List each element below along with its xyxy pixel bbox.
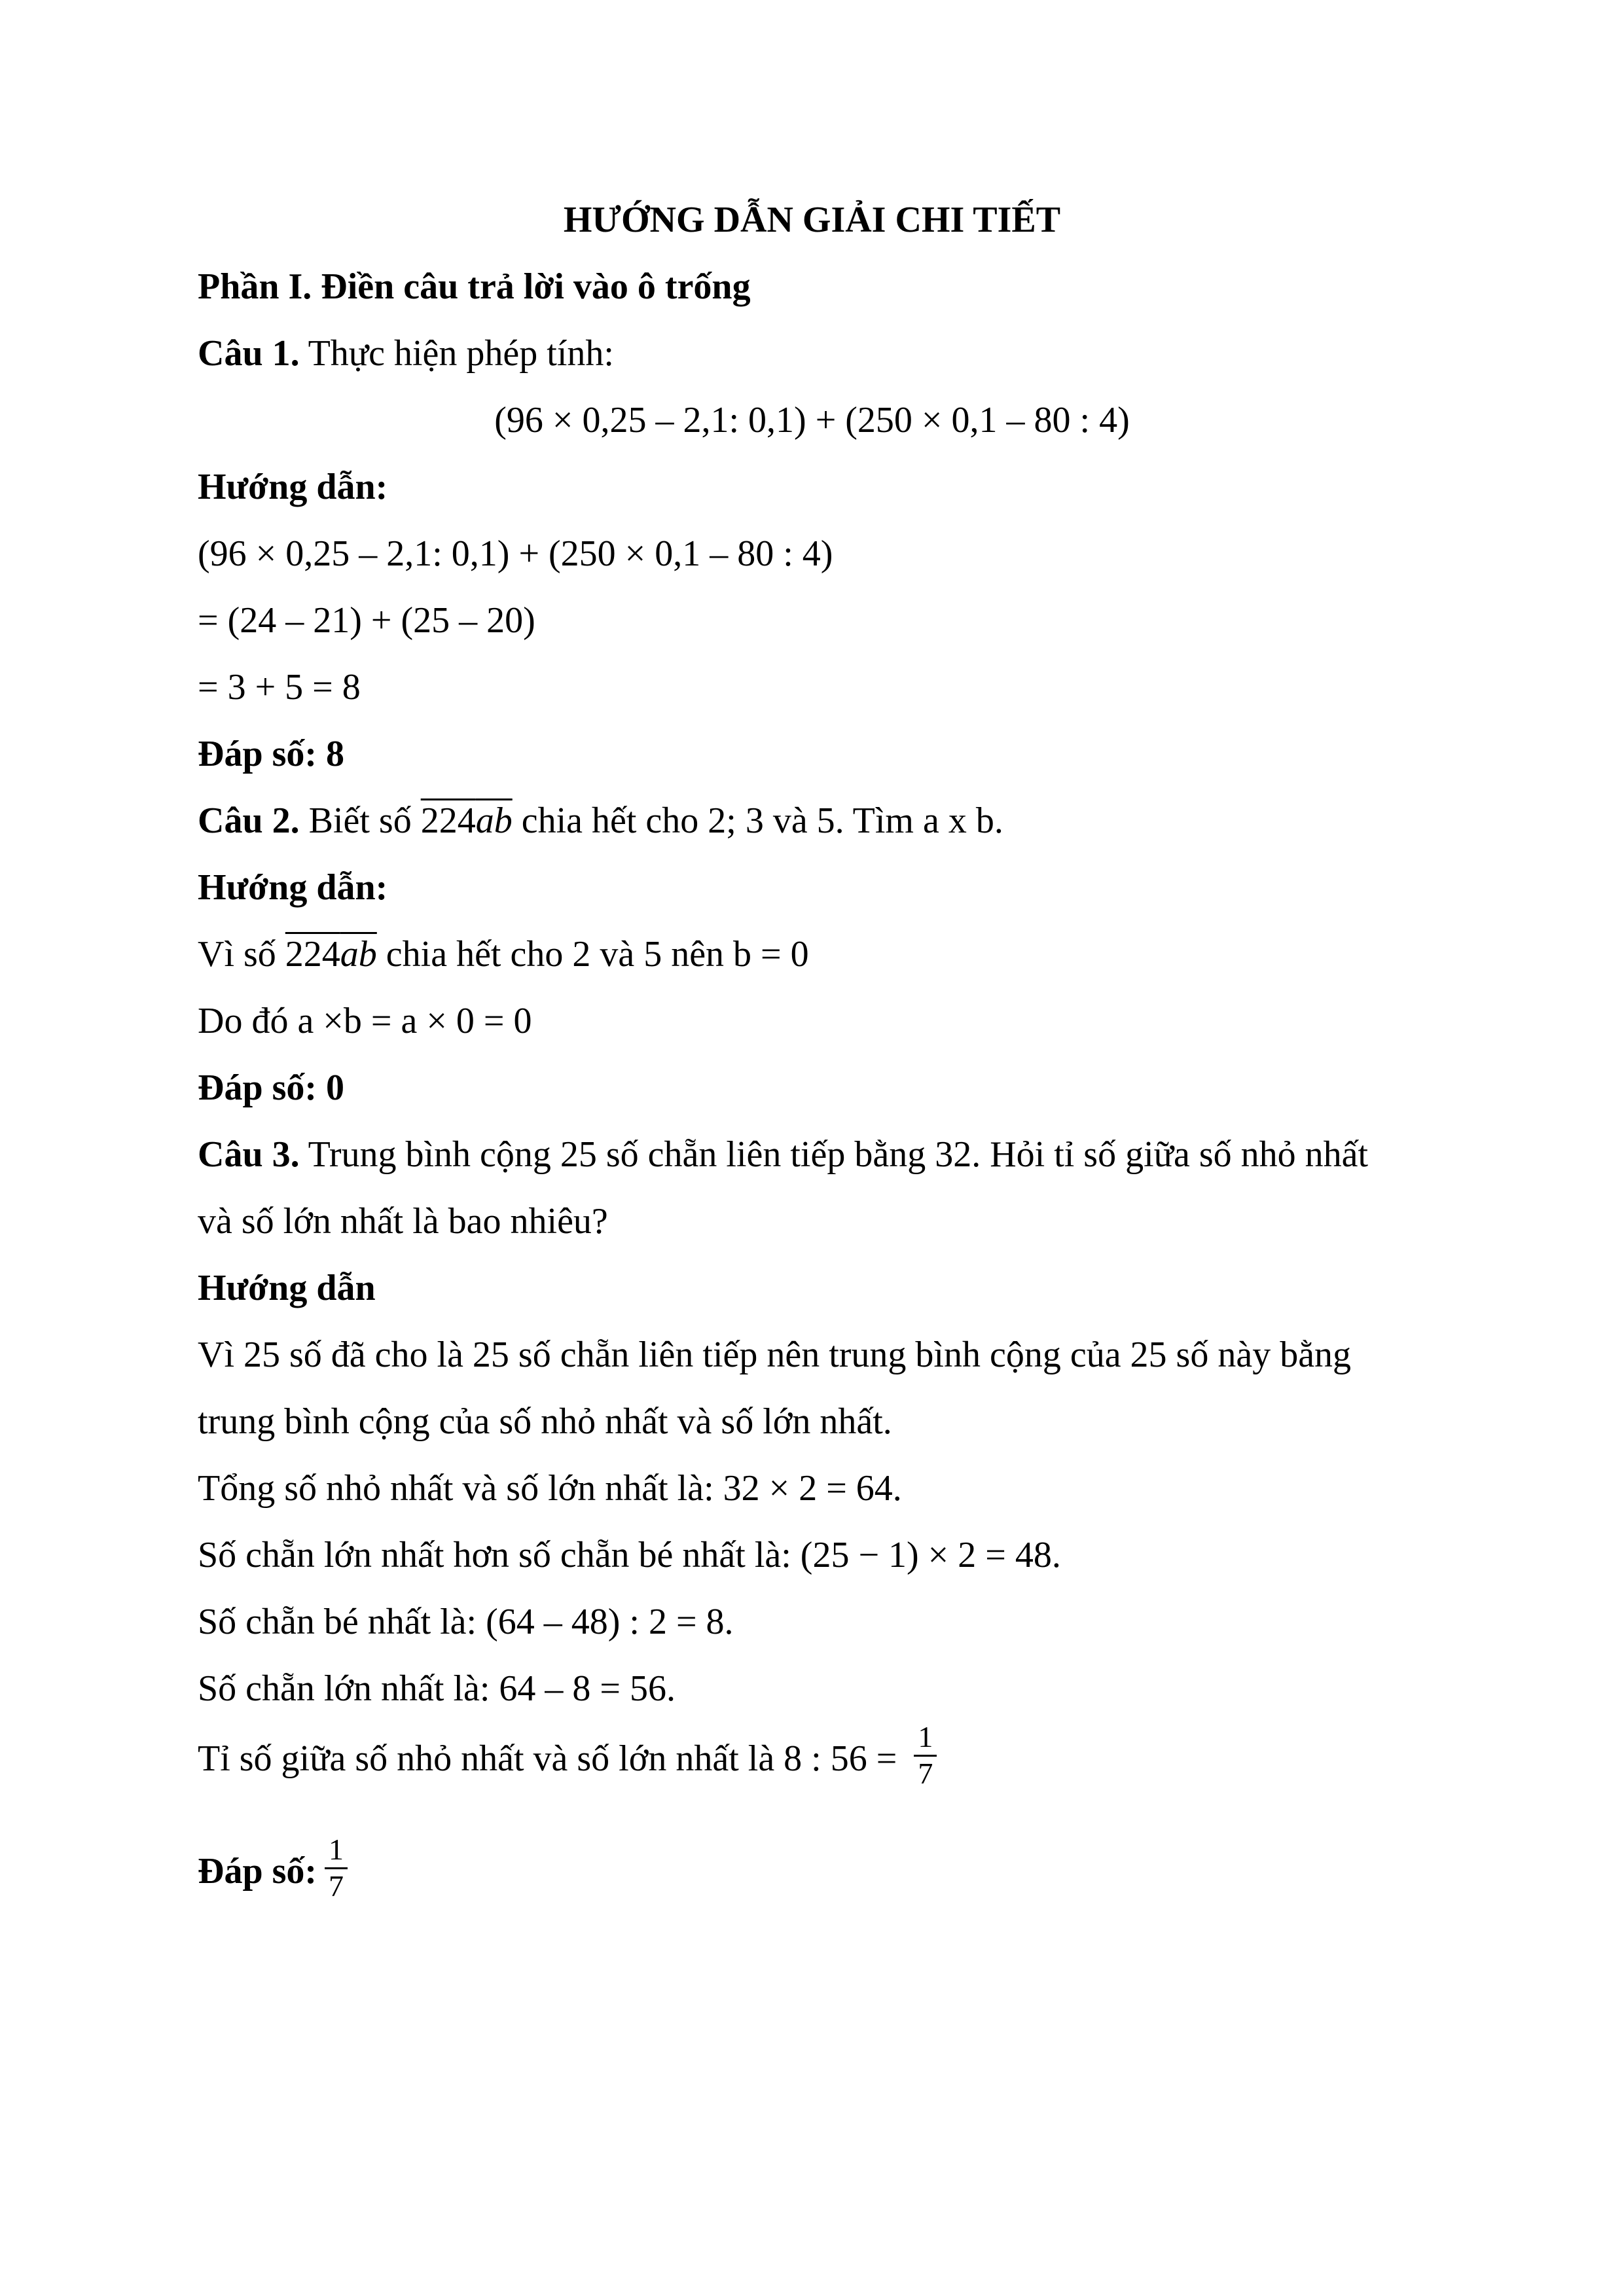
q2-label: Câu 2. — [198, 800, 300, 841]
q2-step-post: chia hết cho 2 và 5 nên b = 0 — [376, 934, 809, 975]
q3-answer — [198, 1827, 348, 1915]
q1-label: Câu 1. — [198, 333, 300, 374]
page-title: HƯỚNG DẪN GIẢI CHI TIẾT — [563, 200, 1061, 240]
q3-step: Tổng số nhỏ nhất và số lớn nhất là: 32 × 2 = 64. — [198, 1468, 902, 1509]
q2-number-digits: 224 — [285, 934, 340, 975]
q3-step: Số chẵn bé nhất là: (64 – 48) : 2 = 8. — [198, 1602, 734, 1642]
q2-guide-heading: Hướng dẫn: — [198, 867, 388, 908]
q3-text: Trung bình cộng 25 số chẵn liên tiếp bằng 32. Hỏi tỉ số giữa số nhỏ nhất — [299, 1134, 1369, 1175]
q3-answer-label: Đáp số: — [198, 1851, 317, 1892]
q2-number-digits: 224 — [420, 800, 476, 841]
section-heading: Phần I. Điền câu trả lời vào ô trống — [198, 266, 751, 307]
q3-ratio-line — [198, 1715, 937, 1803]
q2-step: Do đó a ×b = a × 0 = 0 — [198, 1001, 532, 1041]
q1-line — [198, 335, 614, 372]
q2-line — [198, 802, 1003, 839]
q3-ratio-text: Tỉ số giữa số nhỏ nhất và số lớn nhất là 8 : 56 = — [198, 1738, 907, 1779]
fraction-numerator: 1 — [914, 1720, 937, 1757]
fraction-denominator: 7 — [918, 1756, 933, 1790]
q3-ratio-fraction — [914, 1720, 937, 1791]
q3-label: Câu 3. — [198, 1134, 300, 1175]
q2-step-pre: Vì số — [198, 934, 285, 975]
q2-step — [198, 936, 809, 973]
q2-number-overline — [285, 934, 377, 975]
q3-step: Vì 25 số đã cho là 25 số chẵn liên tiếp nên trung bình cộng của 25 số này bằng — [198, 1335, 1352, 1375]
q2-number-letters: ab — [475, 800, 513, 841]
q2-answer: Đáp số: 0 — [198, 1067, 345, 1108]
q1-step: (96 × 0,25 – 2,1: 0,1) + (250 × 0,1 – 80 : 4) — [198, 533, 833, 574]
q1-guide-heading: Hướng dẫn: — [198, 467, 388, 507]
q1-expression: (96 × 0,25 – 2,1: 0,1) + (250 × 0,1 – 80 : 4) — [494, 400, 1130, 440]
q1-answer: Đáp số: 8 — [198, 734, 345, 774]
q1-step: = (24 – 21) + (25 – 20) — [198, 600, 535, 641]
q2-text-post: chia hết cho 2; 3 và 5. Tìm a x b. — [512, 800, 1003, 841]
q3-guide-heading: Hướng dẫn — [198, 1268, 376, 1308]
q3-step: Số chẵn lớn nhất là: 64 – 8 = 56. — [198, 1668, 676, 1709]
fraction-numerator: 1 — [325, 1833, 348, 1869]
q2-number-overline — [421, 800, 513, 841]
q3-line: và số lớn nhất là bao nhiêu? — [198, 1201, 608, 1242]
q3-step: trung bình cộng của số nhỏ nhất và số lớn nhất. — [198, 1401, 892, 1442]
fraction-denominator: 7 — [329, 1869, 344, 1903]
q3-step: Số chẵn lớn nhất hơn số chẵn bé nhất là: (25 − 1) × 2 = 48. — [198, 1535, 1061, 1575]
q1-step: = 3 + 5 = 8 — [198, 667, 361, 708]
q3-line — [198, 1136, 1368, 1173]
q3-answer-fraction — [325, 1833, 348, 1904]
q2-text-pre: Biết số — [299, 800, 421, 841]
q1-text: Thực hiện phép tính: — [299, 333, 614, 374]
q2-number-letters: ab — [340, 934, 377, 975]
